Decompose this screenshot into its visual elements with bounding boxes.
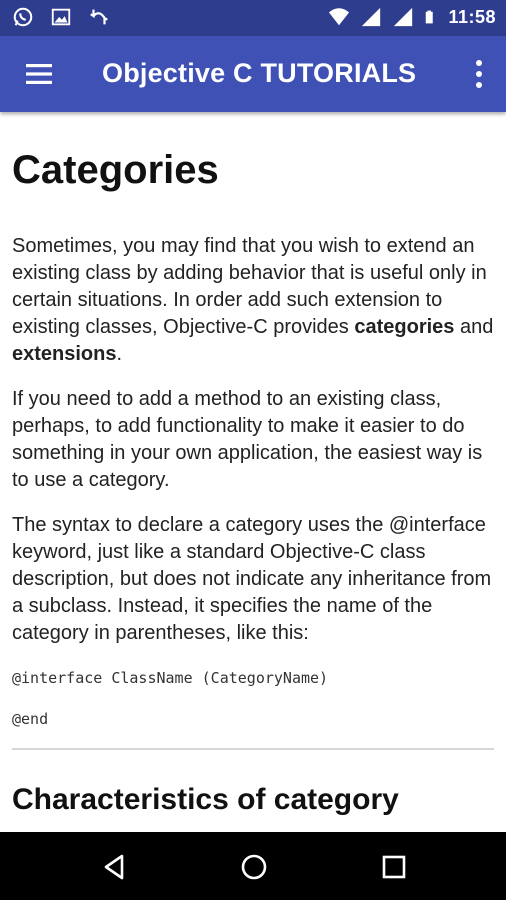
- paragraph-syntax: The syntax to declare a category uses the @interface keyword, just like a standard Objective-C class description, but does not indicate any inheritance from a subclass. Instead, it specifies the name of the category in parentheses, like this:: [12, 514, 492, 644]
- hamburger-menu-icon[interactable]: [24, 60, 54, 88]
- home-icon[interactable]: [239, 852, 269, 882]
- paragraph-intro: [12, 233, 494, 368]
- clock: 11:58: [448, 6, 496, 27]
- wifi-icon: [328, 6, 350, 28]
- app-bar: [0, 36, 506, 112]
- battery-icon: [424, 6, 438, 28]
- navigation-bar: [0, 832, 506, 900]
- article-content[interactable]: [0, 112, 506, 832]
- code-line-interface: @interface ClassName (CategoryName): [12, 669, 329, 687]
- signal-icon: [360, 6, 382, 28]
- image-icon: [50, 6, 72, 28]
- paragraph-usage: If you need to add a method to an existing class, perhaps, to add functionality to make it easier to do something in your own application, the easiest way is to use a category.: [12, 388, 483, 491]
- whatsapp-icon: [12, 6, 34, 28]
- signal-icon: [392, 6, 414, 28]
- keyword-extensions: extensions: [12, 343, 117, 365]
- paragraph-intro-end: .: [116, 343, 123, 365]
- recents-icon[interactable]: [379, 852, 409, 882]
- app-title: Objective C TUTORIALS: [102, 58, 417, 88]
- code-line-end: @end: [12, 710, 49, 728]
- section-title: Characteristics of category: [12, 783, 399, 816]
- divider: [12, 748, 494, 750]
- paragraph-intro-conjunction: and: [454, 316, 494, 338]
- page-title: Categories: [12, 148, 219, 192]
- paragraph-intro-text: Sometimes, you may find that you wish to extend an existing class by adding behavior that is useful only in certain situations. In order add such extension to existing classes, Objective-C provides: [12, 235, 487, 338]
- back-icon[interactable]: [100, 852, 130, 882]
- more-vert-icon[interactable]: [474, 58, 484, 90]
- status-bar: [0, 0, 506, 36]
- sync-icon: [88, 6, 110, 28]
- keyword-categories: categories: [354, 316, 455, 338]
